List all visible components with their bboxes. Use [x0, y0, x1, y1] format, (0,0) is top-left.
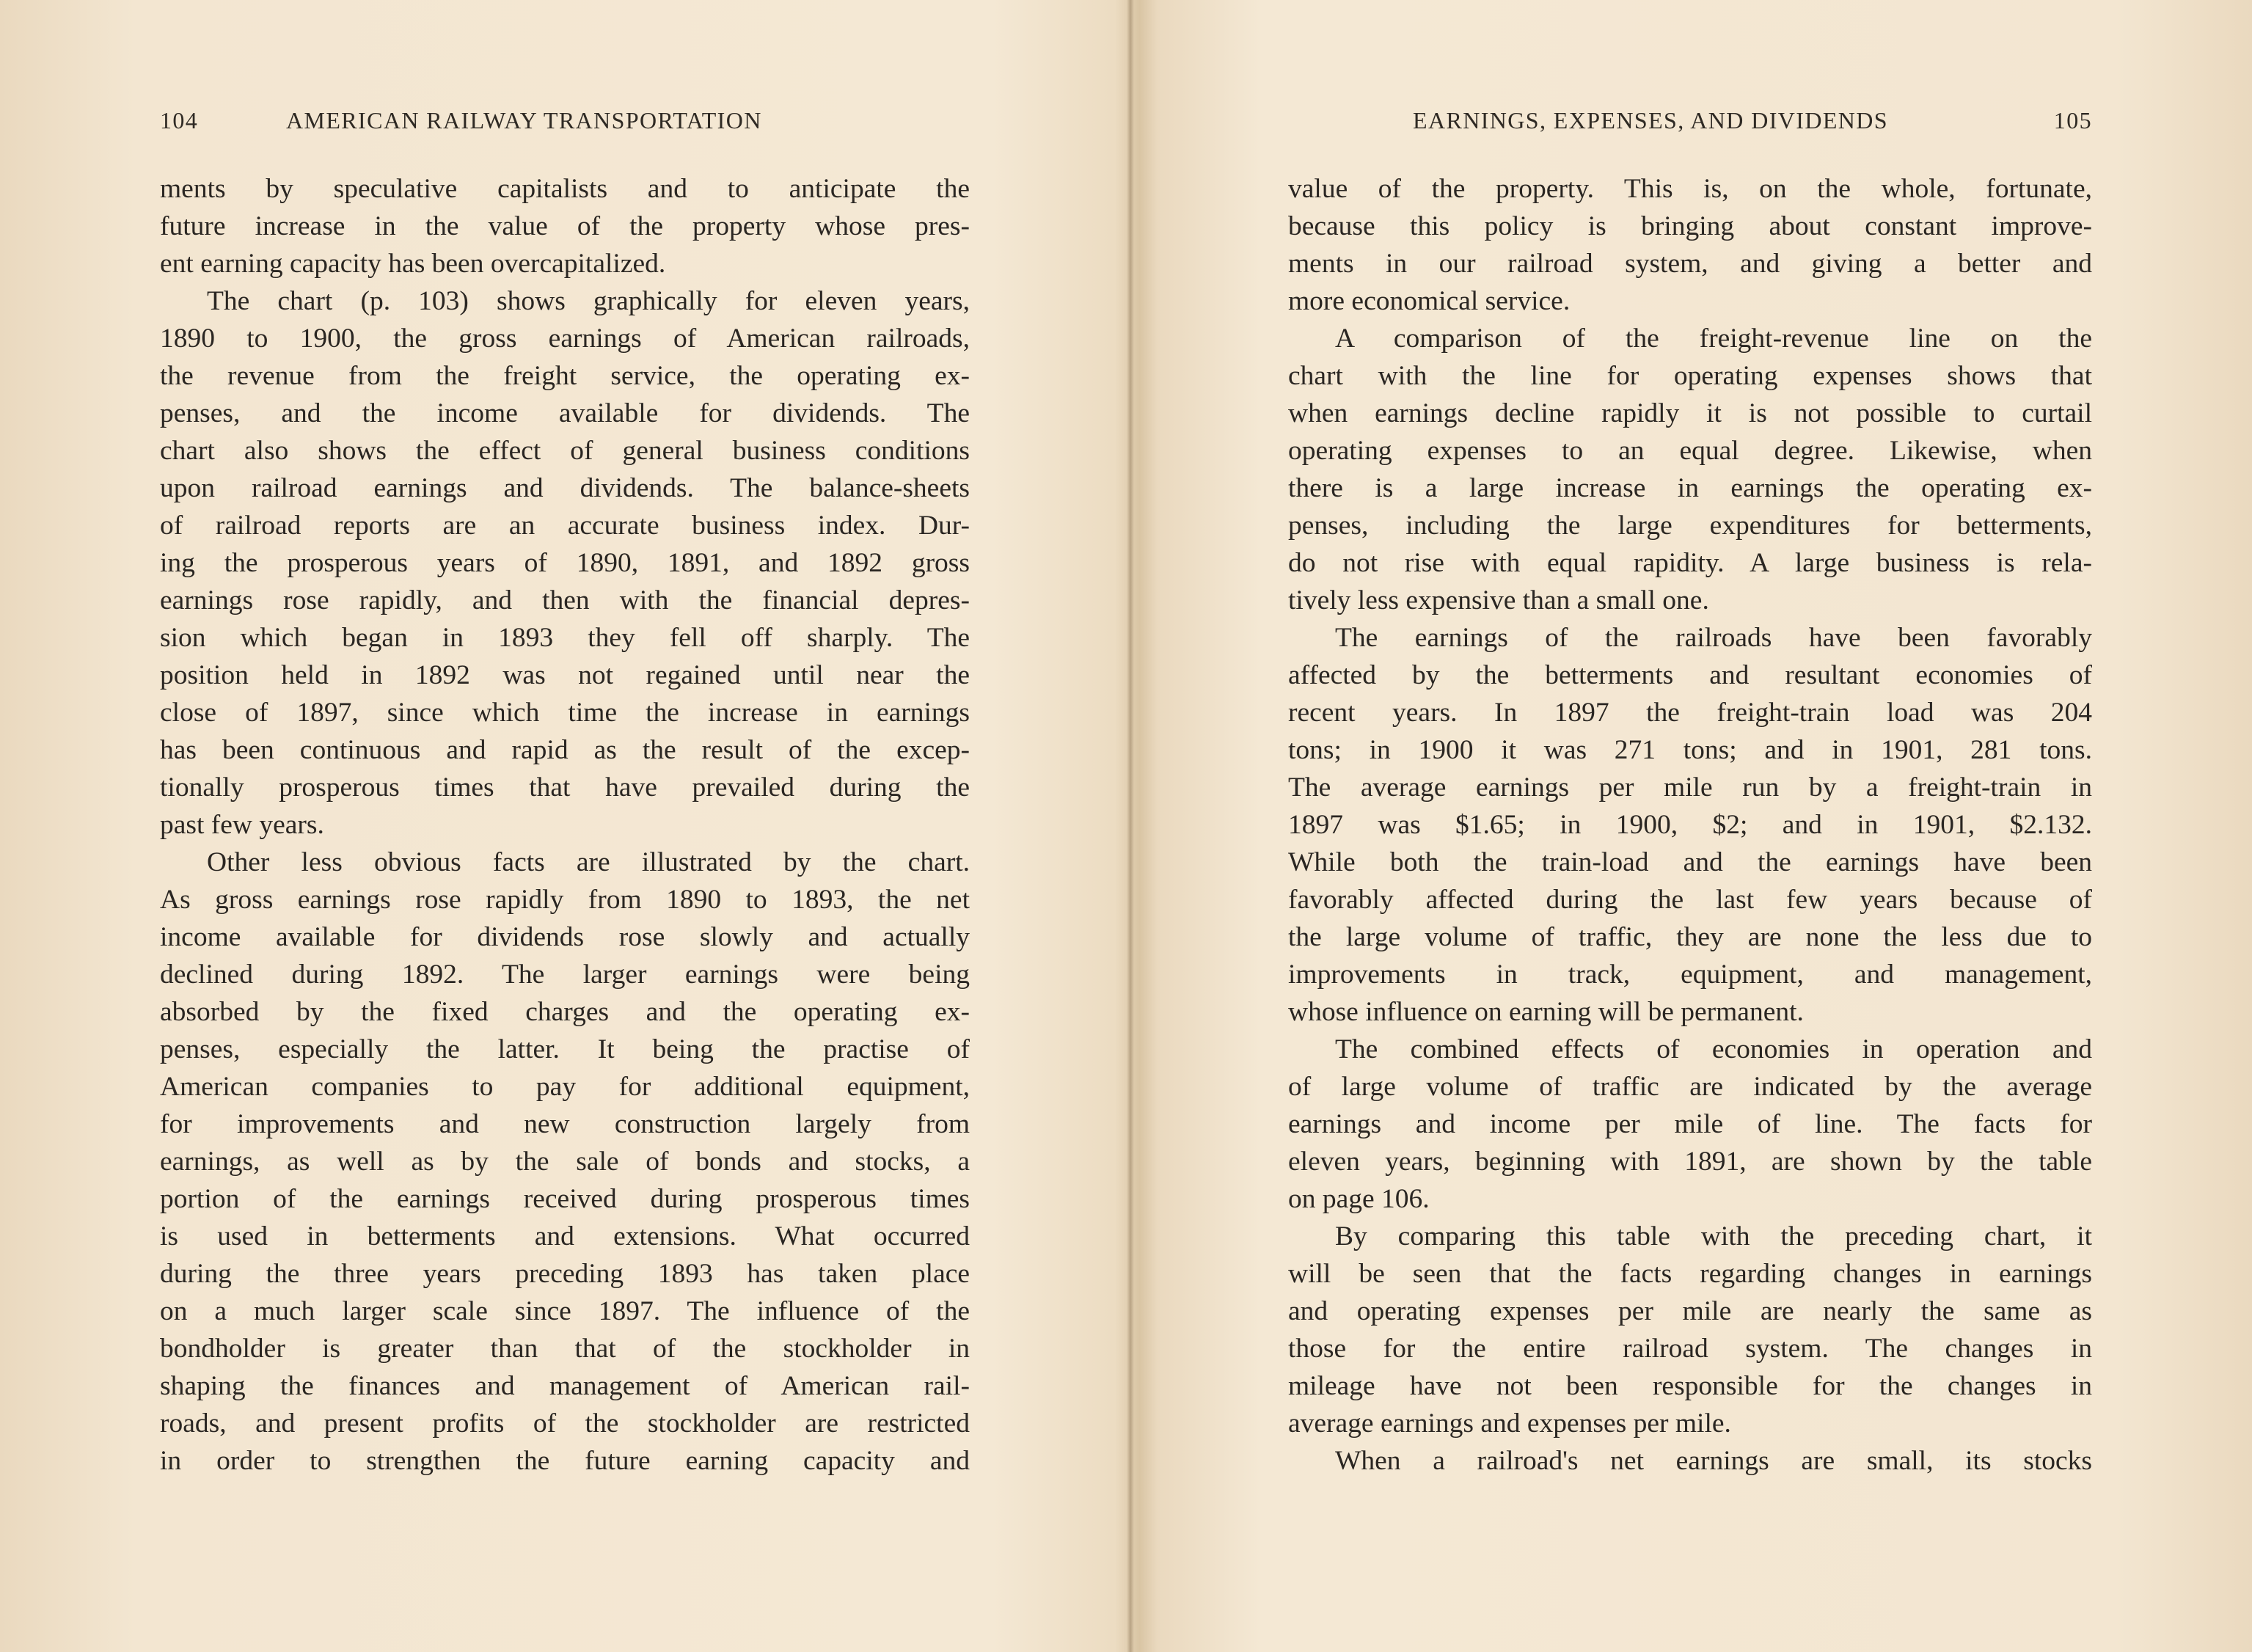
text-line: past few years. [160, 810, 324, 840]
text-line: average earnings and expenses per mile. [1288, 1408, 1731, 1439]
text-line: A comparison of the freight-revenue line on the [1335, 324, 2092, 354]
text-line: those for the entire railroad system. The changes in [1288, 1334, 2092, 1364]
text-line: The chart (p. 103) shows graphically for eleven years, [207, 286, 970, 316]
text-line: eleven years, beginning with 1891, are shown by the table [1288, 1147, 2092, 1177]
text-line: whose influence on earning will be permanent. [1288, 997, 1804, 1027]
text-line: because this policy is bringing about constant improve- [1288, 211, 2092, 241]
text-line: earnings rose rapidly, and then with the financial depres- [160, 585, 970, 615]
text-line: ing the prosperous years of 1890, 1891, and 1892 gross [160, 548, 970, 578]
text-line: While both the train-load and the earnings have been [1288, 847, 2092, 877]
left-page-number: 104 [160, 107, 199, 134]
text-line: of large volume of traffic are indicated by the average [1288, 1072, 2092, 1102]
text-line: future increase in the value of the property whose pres- [160, 211, 970, 241]
text-line: favorably affected during the last few years because of [1288, 885, 2092, 915]
text-line: on a much larger scale since 1897. The influence of the [160, 1296, 970, 1326]
text-line: ent earning capacity has been overcapitalized. [160, 249, 666, 279]
text-line: Other less obvious facts are illustrated by the chart. [207, 847, 970, 877]
text-line: value of the property. This is, on the whole, fortunate, [1288, 174, 2092, 204]
text-line: tively less expensive than a small one. [1288, 585, 1709, 615]
text-line: When a railroad's net earnings are small, its stocks [1335, 1446, 2092, 1476]
text-line: roads, and present profits of the stockholder are restricted [160, 1408, 970, 1439]
text-line: do not rise with equal rapidity. A large business is rela- [1288, 548, 2092, 578]
left-page-body [160, 170, 970, 1480]
text-line: chart also shows the effect of general business conditions [160, 436, 970, 466]
text-line: has been continuous and rapid as the result of the excep- [160, 735, 970, 765]
text-line: for improvements and new construction largely from [160, 1109, 970, 1139]
text-line: shaping the finances and management of American rail- [160, 1371, 970, 1401]
text-line: declined during 1892. The larger earnings were being [160, 960, 970, 990]
text-line: will be seen that the facts regarding changes in earnings [1288, 1259, 2092, 1289]
text-line: close of 1897, since which time the increase in earnings [160, 698, 970, 728]
text-line: penses, including the large expenditures for betterments, [1288, 511, 2092, 541]
text-line: American companies to pay for additional equipment, [160, 1072, 970, 1102]
text-line: tons; in 1900 it was 271 tons; and in 1901, 281 tons. [1288, 735, 2092, 765]
text-line: penses, especially the latter. It being the practise of [160, 1034, 970, 1064]
text-line: in order to strengthen the future earning capacity and [160, 1446, 970, 1476]
text-line: The combined effects of economies in operation and [1335, 1034, 2092, 1064]
text-line: operating expenses to an equal degree. Likewise, when [1288, 436, 2092, 466]
right-page-number: 105 [2053, 107, 2092, 134]
left-page [160, 0, 970, 1652]
text-line: during the three years preceding 1893 has taken place [160, 1259, 970, 1289]
text-line: on page 106. [1288, 1184, 1430, 1214]
text-line: 1897 was $1.65; in 1900, $2; and in 1901, $2.132. [1288, 810, 2092, 840]
text-line: ments in our railroad system, and giving a better and [1288, 249, 2092, 279]
text-line: of railroad reports are an accurate business index. Dur- [160, 511, 970, 541]
text-line: upon railroad earnings and dividends. The balance-sheets [160, 473, 970, 503]
text-line: more economical service. [1288, 286, 1571, 316]
text-line: and operating expenses per mile are nearly the same as [1288, 1296, 2092, 1326]
text-line: is used in betterments and extensions. What occurred [160, 1221, 970, 1251]
left-running-head: AMERICAN RAILWAY TRANSPORTATION [286, 107, 762, 134]
text-line: the revenue from the freight service, the operating ex- [160, 361, 970, 391]
text-line: chart with the line for operating expenses shows that [1288, 361, 2092, 391]
text-line: earnings, as well as by the sale of bonds and stocks, a [160, 1147, 970, 1177]
right-page-body [1288, 170, 2092, 1480]
left-running-header [160, 107, 970, 139]
right-page [1288, 0, 2092, 1652]
text-line: sion which began in 1893 they fell off sharply. The [160, 623, 970, 653]
text-line: ments by speculative capitalists and to anticipate the [160, 174, 970, 204]
text-line: income available for dividends rose slowly and actually [160, 922, 970, 952]
text-line: the large volume of traffic, they are none the less due to [1288, 922, 2092, 952]
text-line: mileage have not been responsible for the changes in [1288, 1371, 2092, 1401]
text-line: bondholder is greater than that of the stockholder in [160, 1334, 970, 1364]
text-line: earnings and income per mile of line. The facts for [1288, 1109, 2092, 1139]
text-line: position held in 1892 was not regained until near the [160, 660, 970, 690]
text-line: there is a large increase in earnings the operating ex- [1288, 473, 2092, 503]
text-line: portion of the earnings received during prosperous times [160, 1184, 970, 1214]
text-line: The average earnings per mile run by a freight-train in [1288, 772, 2092, 803]
text-line: The earnings of the railroads have been favorably [1335, 623, 2092, 653]
text-line: 1890 to 1900, the gross earnings of American railroads, [160, 324, 970, 354]
text-line: penses, and the income available for dividends. The [160, 398, 970, 428]
text-line: By comparing this table with the preceding chart, it [1335, 1221, 2092, 1251]
text-line: As gross earnings rose rapidly from 1890 to 1893, the net [160, 885, 970, 915]
text-line: affected by the betterments and resultant economies of [1288, 660, 2092, 690]
right-running-head: EARNINGS, EXPENSES, AND DIVIDENDS [1413, 107, 1888, 134]
text-line: improvements in track, equipment, and management, [1288, 960, 2092, 990]
text-line: recent years. In 1897 the freight-train load was 204 [1288, 698, 2092, 728]
right-running-header [1288, 107, 2092, 139]
book-gutter [1127, 0, 1134, 1652]
text-line: tionally prosperous times that have prevailed during the [160, 772, 970, 803]
text-line: when earnings decline rapidly it is not possible to curtail [1288, 398, 2092, 428]
text-line: absorbed by the fixed charges and the operating ex- [160, 997, 970, 1027]
